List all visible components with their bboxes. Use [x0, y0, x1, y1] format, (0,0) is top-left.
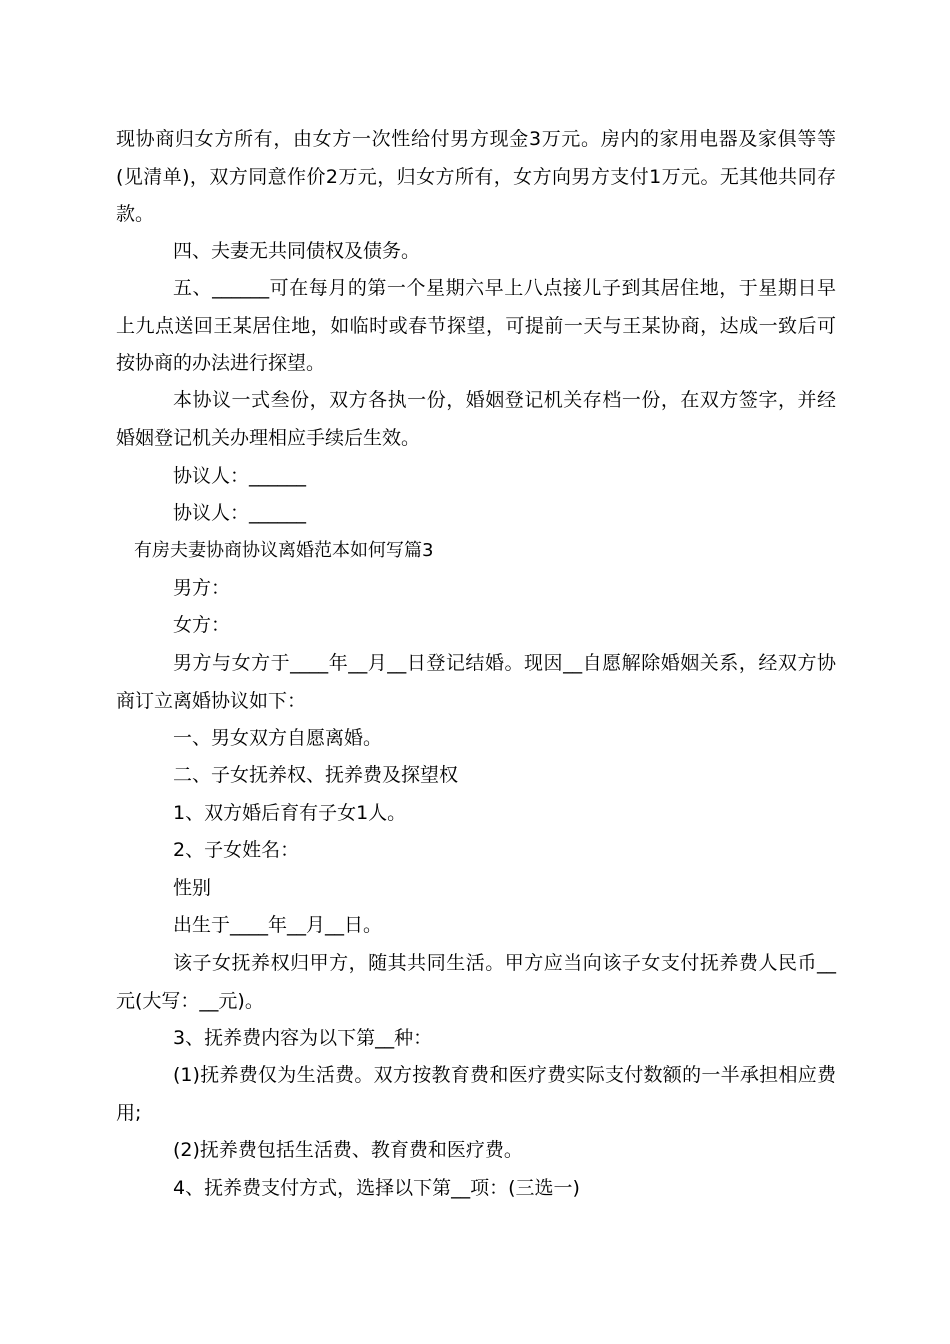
support-type: 3、抚养费内容为以下第__种：: [173, 1027, 433, 1049]
paragraph-clause-5: 五、______可在每月的第一个星期六早上八点接儿子到其居住地，于星期日早上九点送回王某居住地，如临时或春节探望，可提前一天与王某协商，达成一致后可按协商的办法进行探望。: [116, 277, 836, 374]
paragraph-intro: 男方与女方于____年__月__日登记结婚。现因__自愿解除婚姻关系，经双方协商订立离婚协议如下：: [116, 652, 836, 712]
female-party-label: 女方：: [173, 614, 231, 636]
child-count: 1、双方婚后育有子女1人。: [173, 802, 407, 824]
section-heading: 有房夫妻协商协议离婚范本如何写篇3: [134, 540, 434, 561]
paragraph-clause-4: 四、夫妻无共同债权及债务。: [173, 240, 421, 262]
child-birth: 出生于____年__月__日。: [173, 914, 383, 936]
child-name: 2、子女姓名：: [173, 839, 300, 861]
paragraph-copies: 本协议一式叁份，双方各执一份，婚姻登记机关存档一份，在双方签字，并经婚姻登记机关办理相应手续后生效。: [116, 389, 836, 449]
paragraph-property-division: 现协商归女方所有，由女方一次性给付男方现金3万元。房内的家用电器及家俱等等(见清单)，双方同意作价2万元，归女方所有，女方向男方支付1万元。无其他共同存款。: [116, 128, 836, 225]
paragraph-custody: 该子女抚养权归甲方，随其共同生活。甲方应当向该子女支付抚养费人民币__元(大写：__元)。: [116, 952, 836, 1012]
child-gender: 性别: [173, 877, 212, 899]
signer-line-1: 协议人：______: [173, 465, 307, 487]
support-option-2: (2)抚养费包括生活费、教育费和医疗费。: [173, 1139, 523, 1161]
payment-method: 4、抚养费支付方式，选择以下第__项：(三选一): [173, 1177, 580, 1199]
clause-2: 二、子女抚养权、抚养费及探望权: [173, 764, 459, 786]
support-option-1: (1)抚养费仅为生活费。双方按教育费和医疗费实际支付数额的一半承担相应费用;: [116, 1064, 836, 1124]
signer-line-2: 协议人：______: [173, 502, 307, 524]
male-party-label: 男方：: [173, 577, 231, 599]
clause-1: 一、男女双方自愿离婚。: [173, 727, 383, 749]
